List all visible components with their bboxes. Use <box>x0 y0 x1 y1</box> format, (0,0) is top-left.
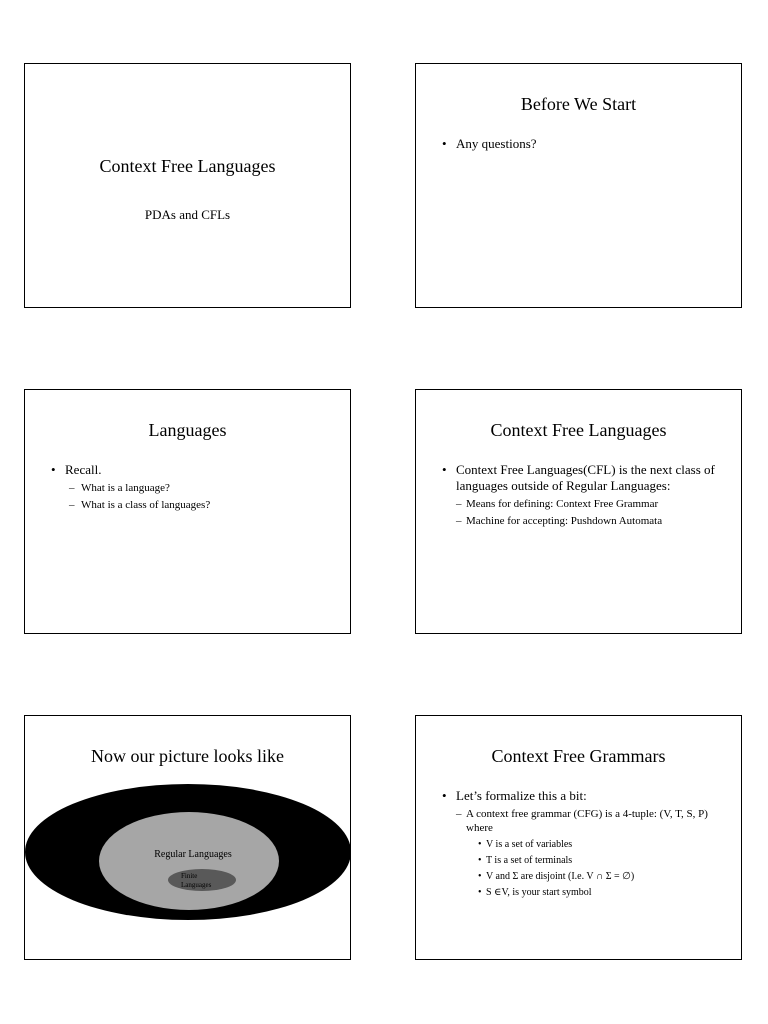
sub-sub-bullet-text: V is a set of variables <box>486 839 573 850</box>
dash-icon: – <box>69 482 75 494</box>
sub-sub-bullet-text: S ∈V, is your start symbol <box>486 887 592 898</box>
slide-title: Languages <box>148 420 227 440</box>
slide-5 <box>24 715 351 960</box>
bullet-icon: • <box>442 136 447 151</box>
dash-icon: – <box>69 499 75 511</box>
list-item <box>442 497 723 511</box>
list-item <box>51 498 332 512</box>
sub-bullet-text: A context free grammar (CFG) is a 4-tuple: (V, T, S, P) where <box>466 808 708 834</box>
slide-4 <box>415 389 742 634</box>
slide-subtitle: PDAs and CFLs <box>144 207 231 222</box>
language-hierarchy-diagram <box>25 716 352 961</box>
bullet-icon: • <box>478 839 482 850</box>
slide-title: Before We Start <box>520 94 637 114</box>
bullet-icon: • <box>442 788 447 803</box>
sub-sub-bullet-text: V and Σ are disjoint (I.e. V ∩ Σ = ∅) <box>486 871 635 882</box>
list-item <box>442 807 723 835</box>
slide-1 <box>24 63 351 308</box>
bullet-list <box>442 136 723 152</box>
bullet-list <box>442 788 723 899</box>
slide-2 <box>415 63 742 308</box>
list-item <box>442 514 723 528</box>
bullet-icon: • <box>442 462 447 477</box>
dash-icon: – <box>456 498 462 510</box>
sub-sub-bullet-text: T is a set of terminals <box>486 855 573 866</box>
list-item <box>442 462 723 494</box>
bullet-icon: • <box>478 887 482 898</box>
bullet-text: Recall. <box>65 462 102 477</box>
dash-icon: – <box>456 515 462 527</box>
list-item <box>442 136 723 152</box>
bullet-icon: • <box>478 855 482 866</box>
bullet-text: Let’s formalize this a bit: <box>456 788 587 803</box>
slide-6 <box>415 715 742 960</box>
list-item <box>51 481 332 495</box>
slide-3 <box>24 389 351 634</box>
finite-label-line1: Finite <box>181 872 198 880</box>
slide-title: Now our picture looks like <box>91 746 284 766</box>
bullet-list <box>442 462 723 528</box>
sub-bullet-text: Means for defining: Context Free Grammar <box>466 498 659 510</box>
list-item <box>51 462 332 478</box>
list-item <box>442 886 723 899</box>
regular-languages-ellipse <box>99 812 279 910</box>
list-item <box>442 854 723 867</box>
slide-title: Context Free Languages <box>99 156 276 176</box>
sub-bullet-text: What is a class of languages? <box>81 499 211 511</box>
list-item <box>442 870 723 883</box>
bullet-list <box>51 462 332 512</box>
bullet-icon: • <box>51 462 56 477</box>
sub-bullet-text: Machine for accepting: Pushdown Automata <box>466 515 663 527</box>
list-item <box>442 788 723 804</box>
bullet-icon: • <box>478 871 482 882</box>
dash-icon: – <box>456 808 462 820</box>
bullet-text: Context Free Languages(CFL) is the next class of languages outside of Regular Languages: <box>456 462 715 493</box>
sub-bullet-text: What is a language? <box>81 482 170 494</box>
slide-title: Context Free Grammars <box>491 746 666 766</box>
slide-title: Context Free Languages <box>490 420 667 440</box>
list-item <box>442 838 723 851</box>
finite-label-line2: Languages <box>181 881 212 889</box>
regular-languages-label: Regular Languages <box>154 849 232 860</box>
bullet-text: Any questions? <box>456 136 537 151</box>
